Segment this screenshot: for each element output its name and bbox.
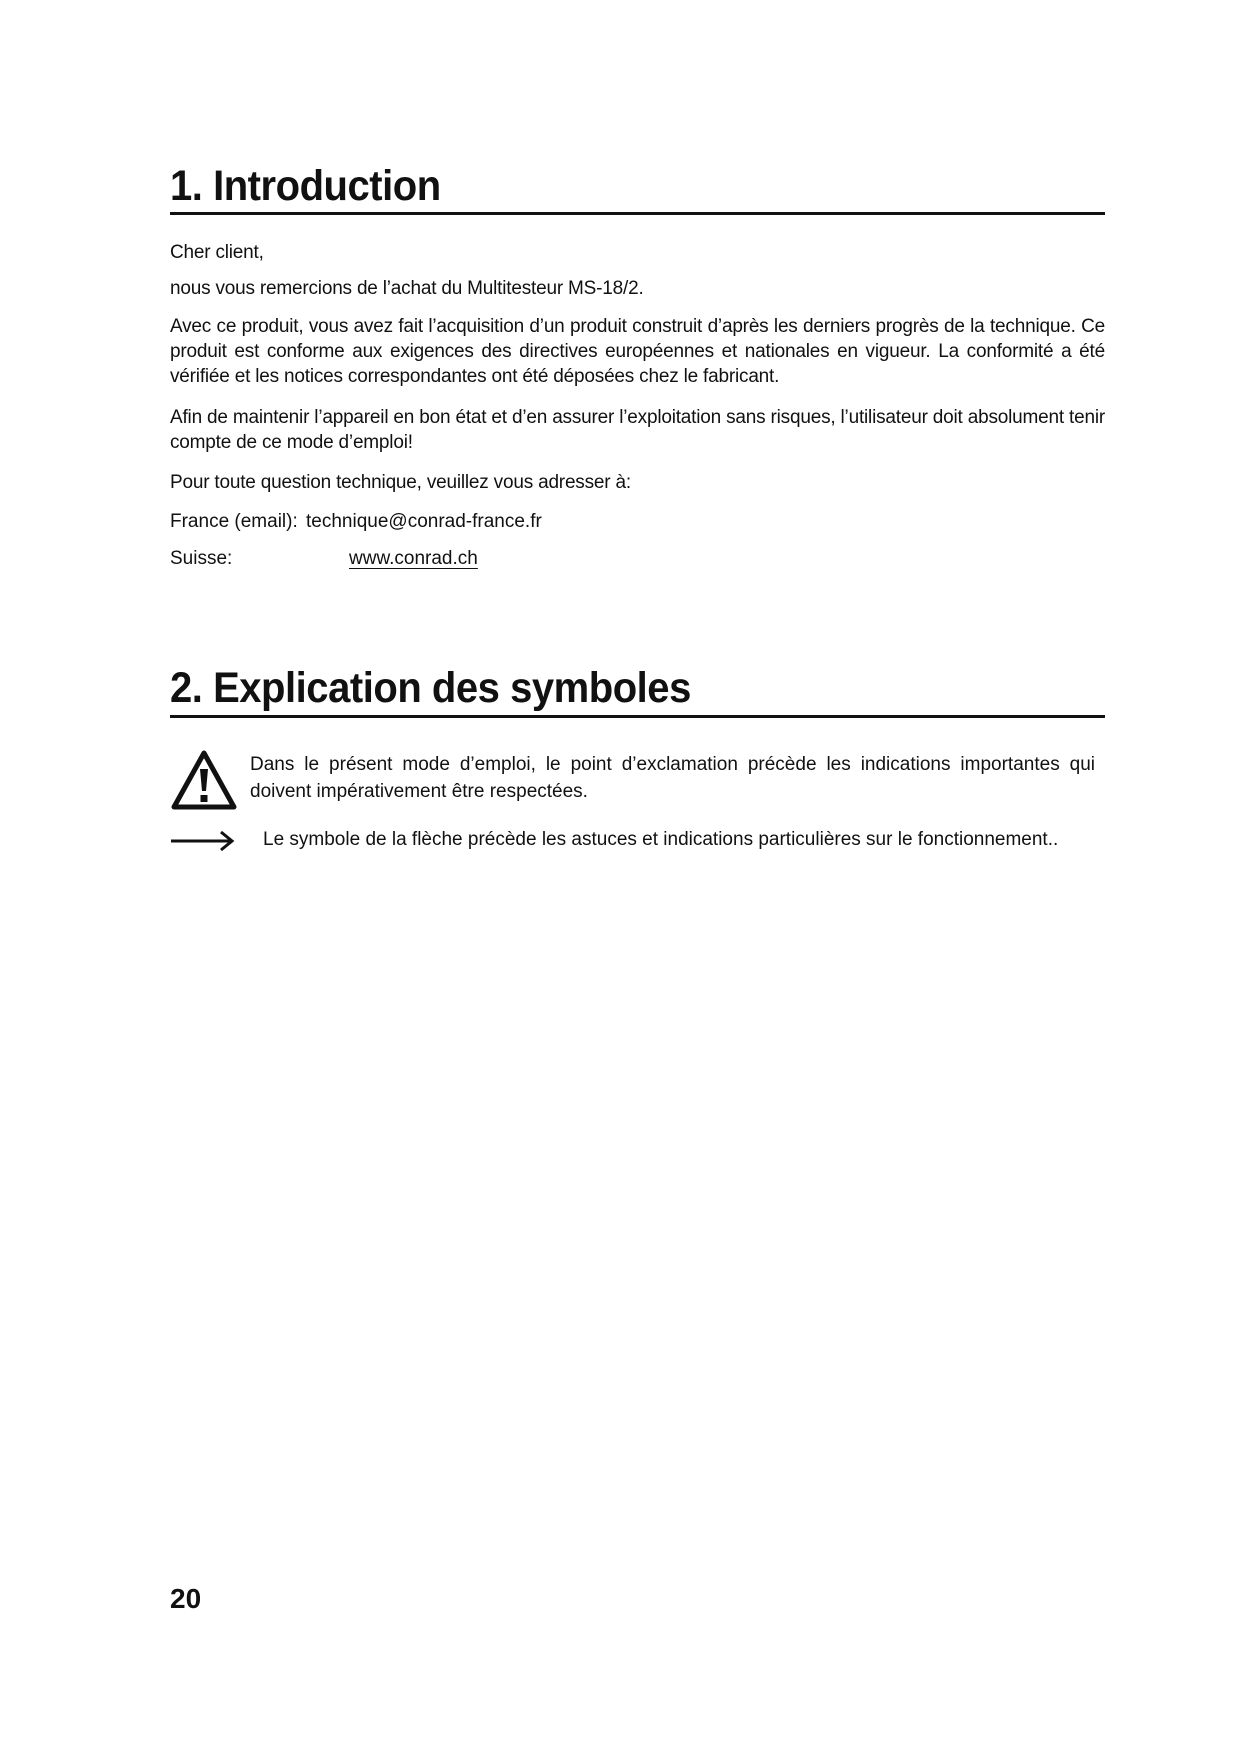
contact-email-france[interactable]: technique@conrad-france.fr: [306, 511, 542, 532]
warning-explanation-text: Dans le présent mode d’emploi, le point d’exclamation précède les indications importantes qui doivent impérativement être respectées.: [250, 754, 1095, 802]
section-rule-introduction: [170, 212, 1105, 215]
section-rule-symbols: [170, 715, 1105, 718]
contact-label-france: France (email):: [170, 511, 298, 532]
section-title-symbols: 2. Explication des symboles: [170, 664, 691, 712]
greeting-text: Cher client,: [170, 242, 264, 263]
maintain-paragraph: Afin de maintenir l’appareil en bon état et d’en assurer l’exploitation sans risques, l’utilisateur doit absolument tenir compte de ce mode d’emploi!: [170, 407, 1105, 453]
right-arrow-icon: [170, 828, 236, 854]
contact-label-suisse: Suisse:: [170, 548, 233, 569]
contact-website-suisse[interactable]: www.conrad.ch: [349, 548, 478, 569]
thanks-text: nous vous remercions de l’achat du Multitesteur MS-18/2.: [170, 278, 644, 299]
page-number: 20: [170, 1583, 202, 1614]
product-paragraph: Avec ce produit, vous avez fait l’acquisition d’un produit construit d’après les derniers progrès de la technique. Ce produit est conforme aux exigences des directives européennes et nationales en vigueur. La conformité a été vérifiée et les notices correspondantes ont été déposées chez le fabricant.: [170, 316, 1105, 387]
section-title-introduction: 1. Introduction: [170, 162, 441, 210]
question-text: Pour toute question technique, veuillez vous adresser à:: [170, 472, 631, 493]
arrow-explanation-text: Le symbole de la flèche précède les astuces et indications particulières sur le fonctionnement..: [263, 829, 1059, 850]
warning-triangle-icon: [170, 748, 238, 812]
